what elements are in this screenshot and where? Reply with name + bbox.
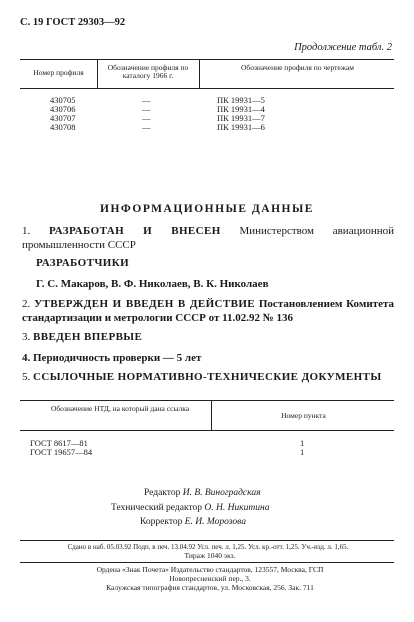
table-header-rule (20, 88, 394, 89)
imprint-top-rule (20, 540, 394, 541)
table-top-rule (20, 59, 394, 60)
developers-names: Г. С. Макаров, В. Ф. Николаев, В. К. Николаев (36, 278, 269, 290)
developers-heading: РАЗРАБОТЧИКИ (36, 257, 130, 269)
table-cell: — (142, 122, 151, 132)
info-title: ИНФОРМАЦИОННЫЕ ДАННЫЕ (100, 203, 314, 215)
imprint-line-5: Калужская типография стандартов, ул. Московская, 256. Зак. 711 (106, 583, 314, 592)
table-divider (97, 59, 98, 88)
table-cell: ГОСТ 8617—81 (30, 438, 88, 448)
info-item-2 (22, 298, 394, 325)
imprint-line-2: Тираж 1040 экз. (184, 551, 236, 560)
item-number: 1. (22, 225, 31, 237)
column-header: Обозначение НТД, на который дана ссылка (50, 404, 190, 413)
table-cell: ПК 19931—4 (217, 104, 265, 114)
table-divider (199, 59, 200, 88)
item-number: 5. (22, 371, 31, 383)
imprint-line-1: Сдано в наб. 05.03.92 Подп. в печ. 13.04.92 Усл. печ. л. 1,25. Усл. кр.-отт. 1,25. Уч.-изд. л. 1,65. (67, 543, 349, 551)
tech-editor-line (111, 503, 269, 513)
proofreader-name: Е. И. Морозова (184, 517, 246, 527)
table-cell: — (142, 95, 151, 105)
table-cell: 430708 (50, 122, 76, 132)
table-cell: 1 (300, 438, 305, 448)
table-top-rule (20, 400, 394, 401)
column-header: Обозначение профиля по каталогу 1966 г. (107, 63, 189, 80)
item-heading: ССЫЛОЧНЫЕ НОРМАТИВНО-ТЕХНИЧЕСКИЕ ДОКУМЕНТЫ (33, 371, 382, 383)
item-number: 2. (22, 298, 31, 310)
table-divider (211, 400, 212, 430)
table-header-rule (20, 430, 394, 431)
item-text: Периодичность проверки — 5 лет (33, 352, 202, 364)
item-number: 4. (22, 352, 31, 364)
imprint-mid-rule (20, 562, 394, 563)
item-heading: ВВЕДЕН ВПЕРВЫЕ (33, 331, 143, 343)
table-cell: 1 (300, 447, 305, 457)
column-header: Номер профиля (33, 68, 84, 77)
table-cell: — (142, 104, 151, 114)
proofreader-line (140, 517, 246, 527)
table-cell: ГОСТ 19657—84 (30, 447, 93, 457)
info-item-4 (22, 352, 394, 366)
table-cell: 430707 (50, 113, 76, 123)
editor-name: И. В. Виноградская (182, 488, 261, 498)
editor-label: Редактор (144, 488, 181, 498)
info-item-1 (22, 225, 394, 252)
table-cell: ПК 19931—7 (217, 113, 265, 123)
item-number: 3. (22, 331, 31, 343)
column-header: Номер пункта (281, 411, 326, 420)
item-heading: РАЗРАБОТАН И ВНЕСЕН (48, 225, 221, 237)
tech-editor-name: О. Н. Никитина (204, 503, 270, 513)
imprint-line-4: Новопресненский пер., 3. (169, 574, 251, 583)
table-cell: 430706 (50, 104, 76, 114)
page-header: С. 19 ГОСТ 29303—92 (20, 17, 126, 28)
table-cell: ПК 19931—6 (217, 122, 265, 132)
table-continuation-label: Продолжение табл. 2 (294, 42, 392, 53)
item-text: Министерством авиационной промышленности СССР (22, 225, 395, 251)
table-cell: — (142, 113, 151, 123)
tech-editor-label: Технический редактор (111, 503, 202, 513)
item-text: Постановлением Комитета стандартизации и метрологии СССР от 11.02.92 № 136 (22, 298, 395, 324)
table-cell: ПК 19931—5 (217, 95, 265, 105)
info-item-3 (22, 331, 394, 345)
item-heading: УТВЕРЖДЕН И ВВЕДЕН В ДЕЙСТВИЕ (34, 298, 256, 310)
info-item-5 (22, 371, 394, 385)
column-header: Обозначение профиля по чертежам (240, 63, 355, 72)
proofreader-label: Корректор (140, 517, 183, 527)
imprint-line-3: Ордена «Знак Почета» Издательство стандартов, 123557, Москва, ГСП (96, 565, 324, 574)
editor-line (144, 488, 260, 498)
table-cell: 430705 (50, 95, 76, 105)
